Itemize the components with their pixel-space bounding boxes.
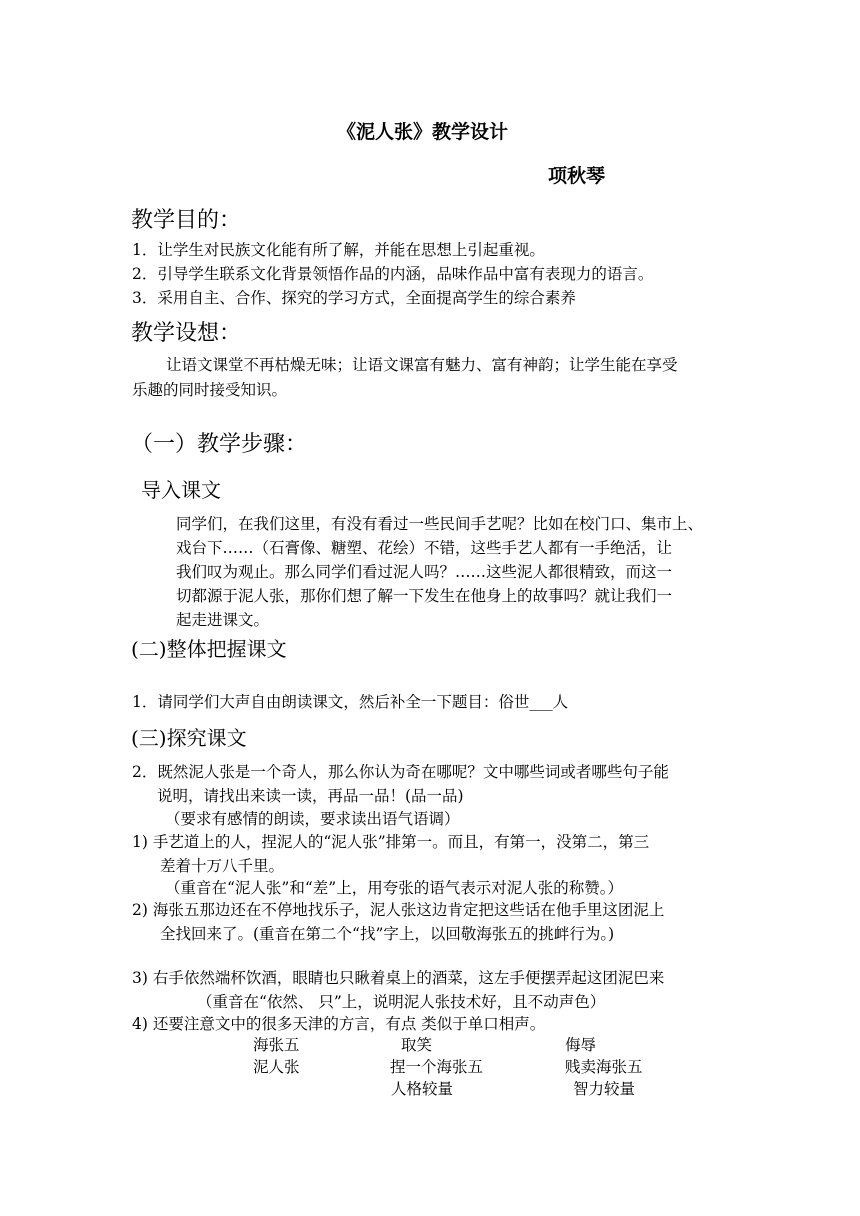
compare-row2-col3: 贱卖海张五 xyxy=(565,1058,643,1076)
intro-line-2: 戏台下……（石膏像、糖塑、花绘）不错，这些手艺人都有一手绝活，让 xyxy=(176,539,673,557)
point-2-line-2: 全找回来了。(重音在第二个“找”字上，以回敬海张五的挑衅行为。) xyxy=(160,925,615,943)
objectives-heading: 教学目的： xyxy=(131,208,242,233)
point-2-line-1: 2) 海张五那边还在不停地找乐子，泥人张这边肯定把这些话在他手里这团泥上 xyxy=(132,901,665,919)
section2-item: 1．请同学们大声自由朗读课文，然后补全一下题目：俗世___人 xyxy=(132,693,569,711)
compare-row3-col3: 智力较量 xyxy=(573,1080,636,1098)
point-1-line-1: 1) 手艺道上的人，捏泥人的“泥人张”排第一。而且，有第一，没第二，第三 xyxy=(132,833,650,851)
document-title: 《泥人张》教学设计 xyxy=(337,121,509,143)
q2-line-2: 说明，请找出来读一读，再品一品！(品一品) xyxy=(157,787,464,805)
intro-line-3: 我们叹为观止。那么同学们看过泥人吗？……这些泥人都很精致，而这一 xyxy=(176,563,673,581)
point-4-line-1: 4) 还要注意文中的很多天津的方言，有点 类似于单口相声。 xyxy=(132,1015,546,1033)
point-1-note: （重音在“泥人张”和“差”上，用夸张的语气表示对泥人张的称赞。） xyxy=(165,879,623,897)
intro-line-4: 切都源于泥人张，那你们想了解一下发生在他身上的故事吗？就让我们一 xyxy=(176,587,673,605)
point-1-line-2: 差着十万八千里。 xyxy=(160,857,285,875)
intro-heading: 导入课文 xyxy=(141,478,221,502)
compare-row3-col2: 人格较量 xyxy=(391,1080,454,1098)
objective-item-2: 2．引导学生联系文化背景领悟作品的内涵，品味作品中富有表现力的语言。 xyxy=(132,265,654,283)
author-name: 项秋琴 xyxy=(548,165,606,187)
compare-row1-col1: 海张五 xyxy=(253,1036,300,1054)
concept-heading: 教学设想： xyxy=(131,321,242,346)
section2-heading: (二)整体把握课文 xyxy=(131,637,287,661)
q2-note: （要求有感情的朗读，要求读出语气语调） xyxy=(165,810,460,828)
compare-row2-col1: 泥人张 xyxy=(253,1058,300,1076)
q2-line-1: 2．既然泥人张是一个奇人，那么你认为奇在哪呢？文中哪些词或者哪些句子能 xyxy=(132,763,669,781)
point-3-note: （重音在“依然、 只”上，说明泥人张技术好，且不动声色） xyxy=(197,993,606,1011)
objective-item-3: 3．采用自主、合作、探究的学习方式，全面提高学生的综合素养 xyxy=(132,289,576,307)
point-3-line-1: 3) 右手依然端杯饮酒，眼睛也只瞅着桌上的酒菜，这左手便摆弄起这团泥巴来 xyxy=(132,969,665,987)
concept-line-2: 乐趣的同时接受知识。 xyxy=(132,381,288,399)
section3-heading: (三)探究课文 xyxy=(131,726,247,750)
compare-row1-col2: 取笑 xyxy=(401,1036,433,1054)
steps-heading: （一）教学步骤： xyxy=(131,432,308,457)
compare-row1-col3: 侮辱 xyxy=(565,1036,597,1054)
objective-item-1: 1．让学生对民族文化能有所了解，并能在思想上引起重视。 xyxy=(132,241,545,259)
concept-line-1: 让语文课堂不再枯燥无味；让语文课富有魅力、富有神韵；让学生能在享受 xyxy=(166,356,678,374)
intro-line-5: 起走进课文。 xyxy=(176,611,270,629)
compare-row2-col2: 捏一个海张五 xyxy=(390,1058,484,1076)
intro-line-1: 同学们，在我们这里，有没有看过一些民间手艺呢？比如在校门口、集市上、 xyxy=(176,515,704,533)
